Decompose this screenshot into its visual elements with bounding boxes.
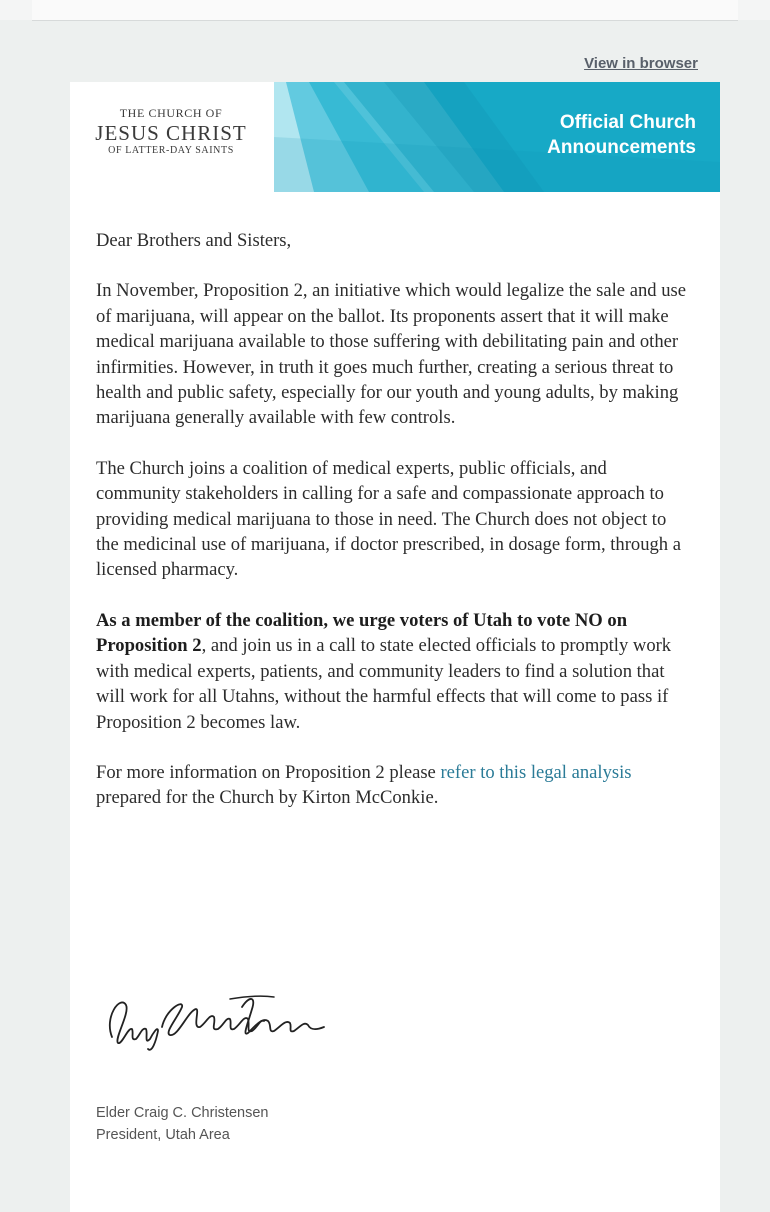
email-card	[70, 82, 720, 1212]
signoff-name: Elder Craig C. Christensen	[96, 1105, 269, 1121]
paragraph-3-bold: As a member of the coalition, we urge voters of Utah to vote NO on Proposition 2	[96, 609, 628, 657]
paragraph-4	[96, 760, 686, 811]
signoff-title: President, Utah Area	[96, 1127, 230, 1143]
logo-line-2: JESUS CHRIST	[95, 121, 247, 145]
church-logo	[86, 106, 256, 156]
announcement-banner	[274, 82, 720, 192]
signature-image	[92, 987, 352, 1057]
paragraph-4-text-b: prepared for the Church by Kirton McConkie.	[96, 787, 439, 809]
legal-analysis-link[interactable]: refer to this legal analysis	[440, 761, 632, 783]
view-in-browser-link[interactable]: View in browser	[584, 55, 698, 72]
logo-line-1: THE CHURCH OF	[119, 106, 223, 120]
paragraph-2: The Church joins a coalition of medical experts, public officials, and community stakeholders in calling for a safe and compassionate approach to providing medical marijuana to those in need. The Church does not object to the medicinal use of marijuana, if doctor prescribed, in dosage form, through a licensed pharmacy.	[96, 457, 681, 581]
top-bar	[0, 0, 770, 20]
paragraph-4-text-a: For more information on Proposition 2 please	[96, 761, 441, 783]
paragraph-3-text: , and join us in a call to state elected officials to promptly work with medical experts, patients, and community leaders to find a solution that will work for all Utahns, without the harmful effects that will come to pass if Proposition 2 becomes law.	[96, 635, 672, 733]
paragraph-1: In November, Proposition 2, an initiative which would legalize the sale and use of marijuana, will appear on the ballot. Its proponents assert that it will make medical marijuana available to those suffering with debilitating pain and other infirmities. However, in truth it goes much further, creating a serious threat to health and public safety, especially for our youth and young adults, by making marijuana generally available with few controls.	[96, 280, 686, 429]
letter-body	[96, 228, 686, 836]
banner-title: Official Church Announcements	[547, 112, 696, 158]
logo-line-3: OF LATTER-DAY SAINTS	[108, 145, 234, 156]
signoff-block	[96, 1102, 268, 1146]
paragraph-3	[96, 608, 686, 735]
email-header	[70, 82, 720, 192]
greeting: Dear Brothers and Sisters,	[96, 230, 292, 251]
top-bar-edge	[32, 0, 738, 21]
